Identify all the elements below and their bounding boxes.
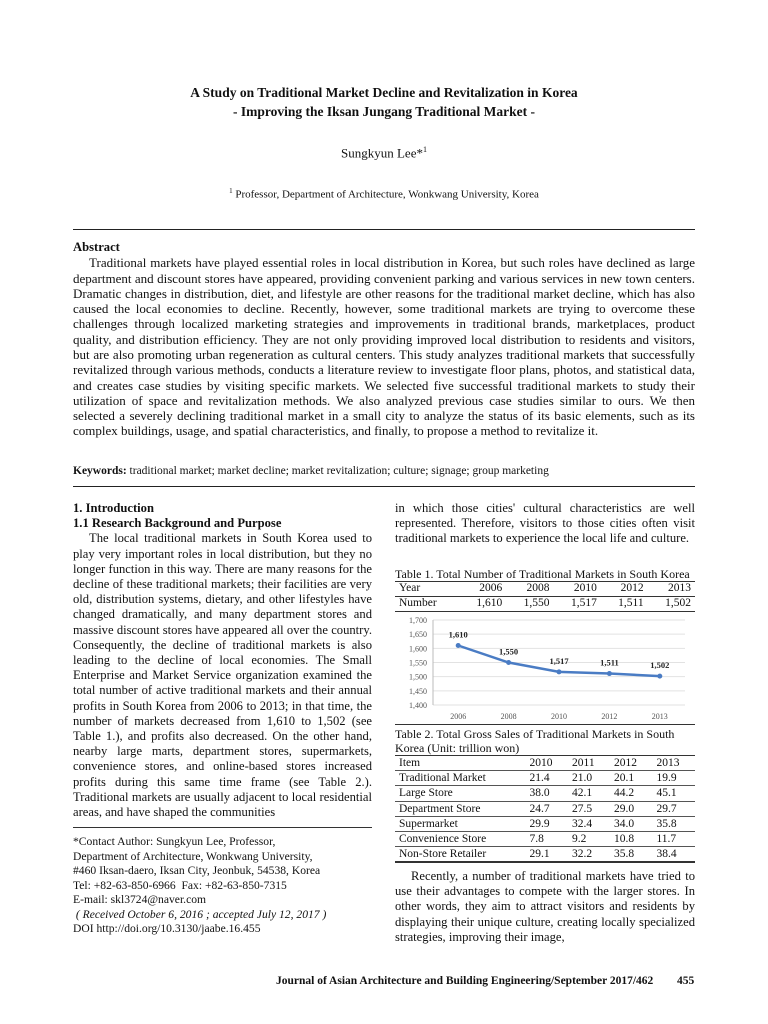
- table-cell: Traditional Market: [395, 771, 526, 786]
- table-2-caption: Table 2. Total Gross Sales of Traditional Markets in South Korea (Unit: trillion won): [395, 727, 675, 755]
- y-tick-label: 1,400: [409, 700, 427, 710]
- intro-paragraph: The local traditional markets in South Korea used to play very important roles in local distribution, but they no longer function in this way. There are many reasons for the decline of these traditional markets; their facilities are very old, distribution systems, dietary, and other lifestyles have changed dramatically, and many department stores and massive discount stores have appeared all over the country. Consequently, the decline of traditional markets is also leading to the decline of local economies. The Small Enterprise and Market Service organization examined the total number of active traditional markets and their annual profits in South Korea from 2006 to 2013; in that time, the number of markets decreased from 1,610 to 1,502 (see Table 1.), and profits also decreased. On the other hand, nearby large marts, department stores, supermarkets, convenience stores, and online-based stores increased profits during this same time frame (see Table 2.). Traditional markets are usually adjacent to local residential areas, and have shaped the communities: [73, 531, 372, 820]
- footnote-line: #460 Iksan-daero, Iksan City, Jeonbuk, 54538, Korea: [73, 864, 321, 877]
- table-cell: 32.2: [568, 847, 610, 863]
- section-heading: 1. Introduction: [73, 501, 154, 515]
- footnote-line: ( Received October 6, 2016 ; accepted July 12, 2017 ): [73, 907, 327, 921]
- paragraph: in which those cities' cultural characteristics are well represented. Therefore, visitors to those cities often visit traditional markets to experience the local life and culture.: [395, 501, 695, 546]
- table-row: [395, 801, 695, 816]
- table-cell: 2013: [652, 756, 695, 771]
- table-cell: 7.8: [526, 832, 569, 847]
- footnote-line: *Contact Author: Sungkyun Lee, Professor,: [73, 835, 276, 848]
- table-cell: 21.4: [526, 771, 569, 786]
- table-cell: 27.5: [568, 801, 610, 816]
- subsection-heading: 1.1 Research Background and Purpose: [73, 516, 282, 531]
- table-cell: Non-Store Retailer: [395, 847, 526, 863]
- table-cell: 2011: [568, 756, 610, 771]
- table-cell: 2008: [506, 582, 553, 597]
- table-cell: Item: [395, 756, 526, 771]
- data-label: 1,550: [499, 646, 519, 657]
- affiliation-sup: 1: [229, 187, 233, 195]
- page-number: 455: [677, 975, 695, 987]
- footnote-line: Tel: +82-63-850-6966 Fax: +82-63-850-7315: [73, 878, 287, 892]
- table-cell: 2006: [459, 582, 506, 597]
- table-cell: 1,550: [506, 596, 553, 611]
- table-cell: 2013: [648, 582, 695, 597]
- y-tick-label: 1,650: [409, 629, 427, 639]
- footnote-line: DOI http://doi.org/10.3130/jaabe.16.455: [73, 922, 261, 935]
- table-2: [395, 727, 695, 863]
- table-cell: 29.0: [610, 801, 653, 816]
- table-cell: 2012: [601, 582, 648, 597]
- table-cell: 32.4: [568, 816, 610, 831]
- table-cell: 24.7: [526, 801, 569, 816]
- table-row: [395, 832, 695, 847]
- table-cell: Year: [395, 582, 459, 597]
- divider: [73, 486, 695, 487]
- abstract-section: [73, 240, 695, 439]
- table-cell: 38.4: [652, 847, 695, 863]
- x-tick-label: 2010: [551, 711, 567, 721]
- journal-footer: Journal of Asian Architecture and Building Engineering/September 2017/462: [276, 975, 654, 987]
- keywords: [73, 465, 695, 477]
- table-row: [395, 771, 695, 786]
- y-tick-label: 1,500: [409, 672, 427, 682]
- table-row: [395, 756, 695, 771]
- title-line-1: A Study on Traditional Market Decline and Revitalization in Korea: [190, 85, 578, 100]
- table-cell: 1,511: [601, 596, 648, 611]
- footnote: [73, 835, 383, 937]
- right-column-lower: [395, 869, 695, 945]
- table-cell: 1,610: [459, 596, 506, 611]
- table-row: [395, 847, 695, 863]
- footnote-rule: [73, 827, 372, 828]
- author: [0, 145, 768, 161]
- table-cell: 2010: [554, 582, 601, 597]
- affiliation: [0, 187, 768, 201]
- table-cell: 38.0: [526, 786, 569, 801]
- footnote-line: Department of Architecture, Wonkwang University,: [73, 849, 313, 863]
- footnote-line: E-mail: skl3724@naver.com: [73, 893, 207, 906]
- data-label: 1,517: [549, 655, 569, 666]
- table-cell: 9.2: [568, 832, 610, 847]
- table-cell: 1,517: [554, 596, 601, 611]
- divider: [73, 229, 695, 230]
- line-chart: [395, 612, 695, 725]
- data-point: [657, 673, 662, 678]
- table-cell: 21.0: [568, 771, 610, 786]
- abstract-heading: Abstract: [73, 240, 120, 254]
- data-point: [456, 643, 461, 648]
- y-tick-label: 1,550: [409, 658, 427, 668]
- y-tick-label: 1,600: [409, 643, 427, 653]
- left-column: [73, 501, 372, 820]
- paragraph: Recently, a number of traditional markets have tried to use their advantages to compete with the larger stores. In other words, they aim to attract visitors and residents by displaying their unique culture, creating locally specialized strategies, improving their image,: [395, 869, 695, 944]
- data-label: 1,511: [600, 657, 619, 668]
- affiliation-text: Professor, Department of Architecture, Wonkwang University, Korea: [235, 188, 539, 201]
- data-point: [506, 660, 511, 665]
- data-label: 1,502: [650, 659, 670, 670]
- table-cell: 35.8: [610, 847, 653, 863]
- y-tick-label: 1,450: [409, 686, 427, 696]
- table-cell: Number: [395, 596, 459, 611]
- x-tick-label: 2008: [500, 711, 517, 721]
- table-cell: 19.9: [652, 771, 695, 786]
- table-cell: 34.0: [610, 816, 653, 831]
- table-cell: Department Store: [395, 801, 526, 816]
- x-tick-label: 2012: [601, 711, 618, 721]
- author-sup: 1: [422, 145, 427, 154]
- table-cell: Large Store: [395, 786, 526, 801]
- table-1-caption: Table 1. Total Number of Traditional Markets in South Korea: [395, 567, 690, 581]
- table-cell: 29.9: [526, 816, 569, 831]
- table-1: [395, 567, 695, 725]
- table-row: [395, 786, 695, 801]
- table-cell: 29.1: [526, 847, 569, 863]
- data-point: [557, 669, 562, 674]
- table-cell: 42.1: [568, 786, 610, 801]
- table-cell: 11.7: [652, 832, 695, 847]
- table-cell: 35.8: [652, 816, 695, 831]
- table-row: [395, 816, 695, 831]
- table-cell: Convenience Store: [395, 832, 526, 847]
- table-cell: Supermarket: [395, 816, 526, 831]
- table-cell: 45.1: [652, 786, 695, 801]
- data-label: 1,610: [448, 629, 468, 640]
- table-row: [395, 596, 695, 611]
- right-column: [395, 501, 695, 547]
- x-tick-label: 2013: [651, 711, 668, 721]
- table-cell: 2012: [610, 756, 653, 771]
- keywords-text: traditional market; market decline; market revitalization; culture; signage; group marketing: [129, 465, 549, 477]
- table-cell: 44.2: [610, 786, 653, 801]
- y-tick-label: 1,700: [409, 615, 427, 625]
- table-cell: 1,502: [648, 596, 695, 611]
- table-cell: 10.8: [610, 832, 653, 847]
- data-point: [607, 671, 612, 676]
- table-row: [395, 582, 695, 597]
- table-cell: 2010: [526, 756, 569, 771]
- x-tick-label: 2006: [450, 711, 467, 721]
- title-line-2: - Improving the Iksan Jungang Traditional Market -: [233, 104, 535, 119]
- table-cell: 20.1: [610, 771, 653, 786]
- table-cell: 29.7: [652, 801, 695, 816]
- keywords-label: Keywords:: [73, 465, 127, 477]
- author-name: Sungkyun Lee*: [341, 145, 423, 161]
- abstract-text: Traditional markets have played essential roles in local distribution in Korea, but such roles have declined as large department and discount stores have appeared, providing convenient parking and various services in new town centers. Dramatic changes in distribution, diet, and lifestyle are other reasons for the traditional market decline, which has also caused the local economies to decline. Recently, however, some traditional markets are trying to overcome these challenges through localized marketing strategies and improvements in traditional brands, marketplaces, product quality, and distribution efficiency. They are not only providing improved local distribution to residents and visitors, but are also promoting urban regeneration as cultural centers. This study analyzes traditional markets that successfully revitalized through various methods, conducts a literature review to investigate floor plans, photos, and statistical data, and creates case studies by visiting specific markets. We selected five successful traditional markets to study their utilization of space and revitalization methods. We also analyzed previous case studies similar to ours. We then selected a severely declining traditional market in a small city to analyze the status of its basic elements, such as its complex buildings, usage, and spatial characteristics, and finally, to propose a method to revitalize it.: [73, 255, 695, 439]
